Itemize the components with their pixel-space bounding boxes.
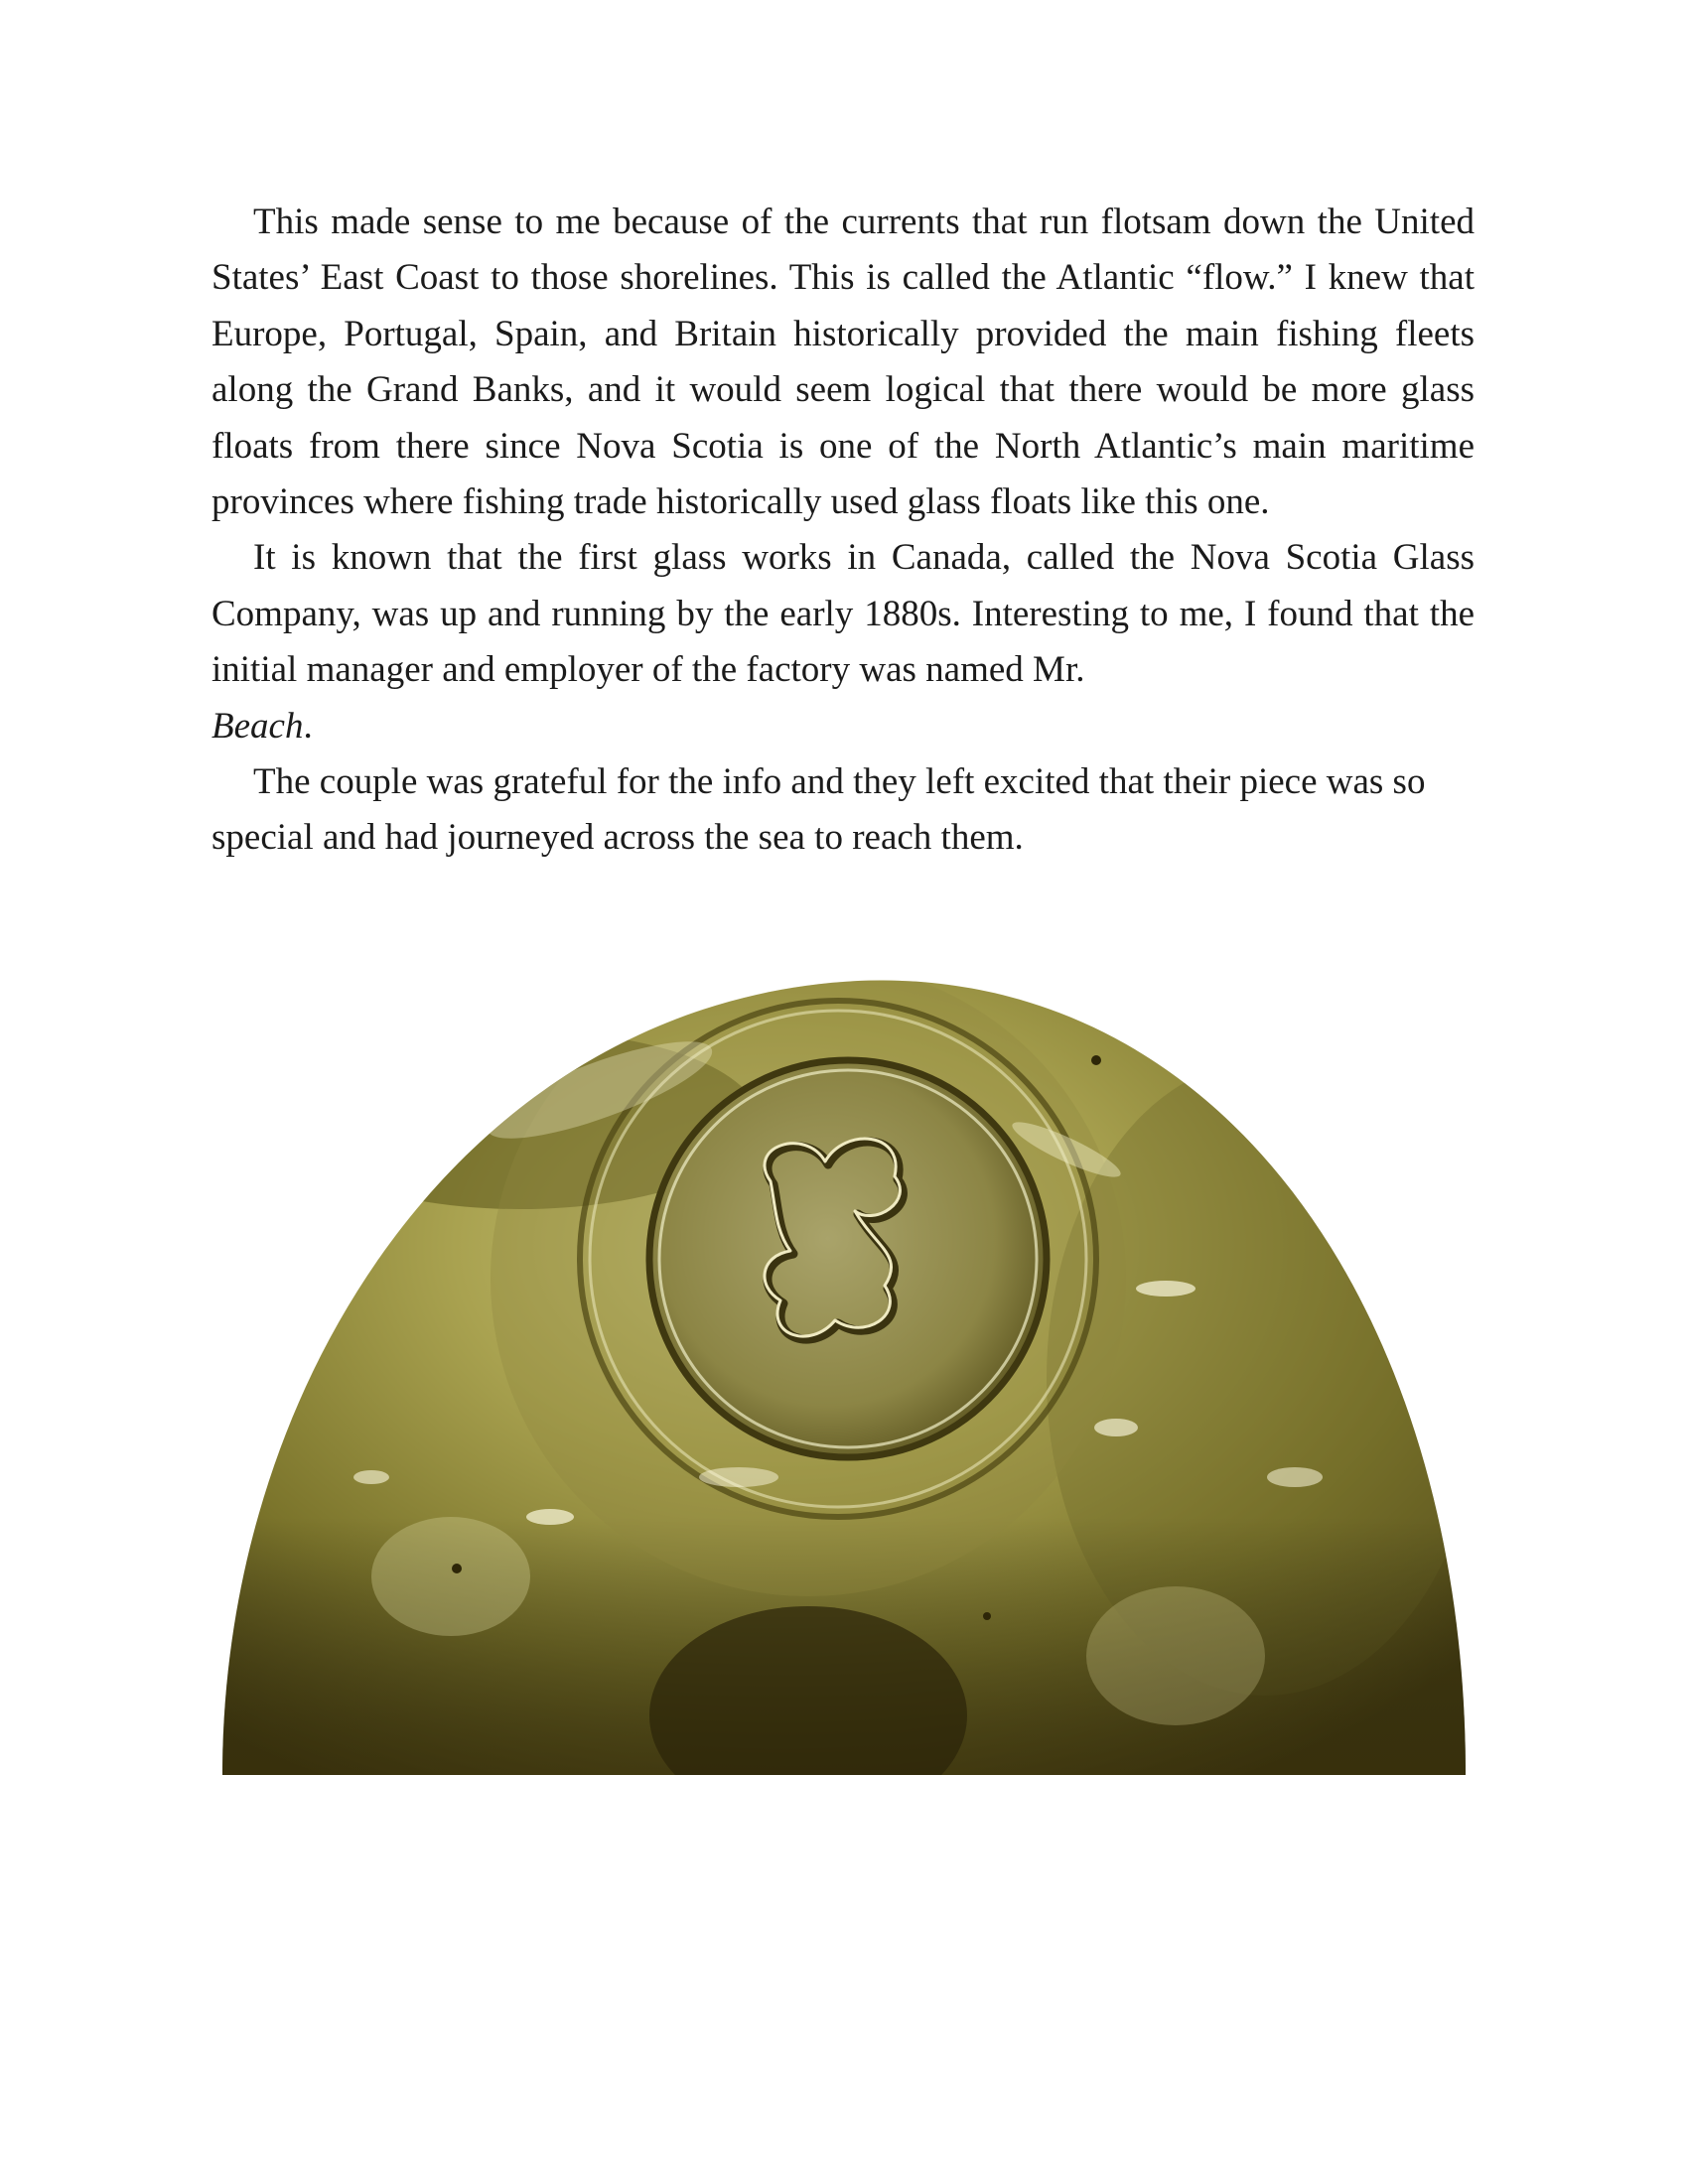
glass-float-image (222, 961, 1466, 1775)
body-text (211, 195, 1475, 867)
paragraph-2-emphasis: Beach (211, 705, 304, 747)
paragraph-2-period: . (303, 705, 313, 747)
paragraph-1 (211, 195, 1475, 530)
paragraph-3 (211, 754, 1475, 867)
paragraph-2 (211, 530, 1475, 754)
paragraph-3-text: The couple was grateful for the info and they left excited that their piece was so special and had journeyed across the sea to reach them. (211, 761, 1426, 859)
paragraph-2-text: It is known that the first glass works in Canada, called the Nova Scotia Glass Company, was up and running by the early 1880s. Interesting to me, I found that the initial manager and employer of the factory was named Mr. (211, 537, 1475, 691)
glass-float-photo (222, 961, 1466, 1775)
paragraph-1-text: This made sense to me because of the currents that run flotsam down the United States’ East Coast to those shorelines. This is called the Atlantic “flow.” I knew that Europe, Portugal, Spain, and Britain historically provided the main fishing fleets along the Grand Banks, and it would seem logical that there would be more glass floats from there since Nova Scotia is one of the North Atlantic’s main maritime provinces where fishing trade historically used glass floats like this one. (211, 202, 1475, 523)
